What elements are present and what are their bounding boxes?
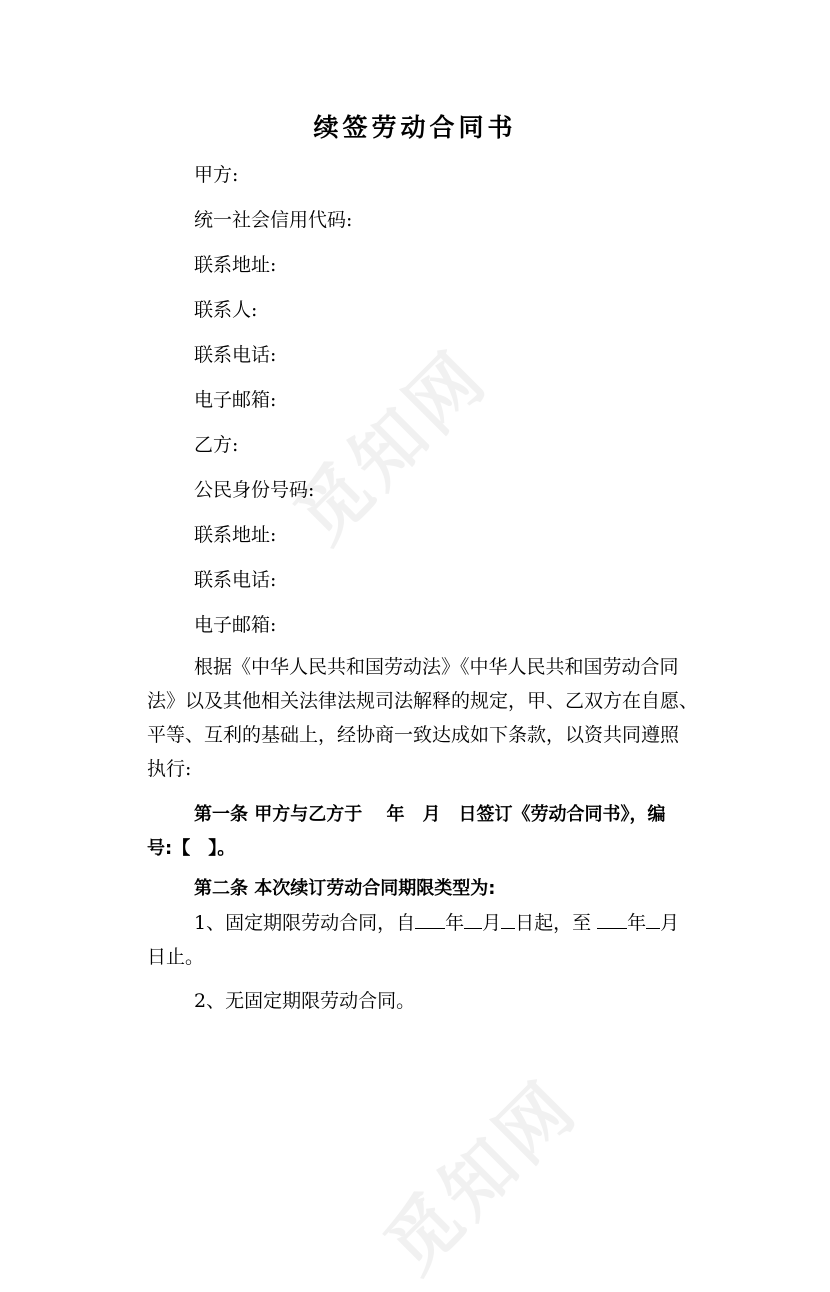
party-a-label: 甲方: [194, 164, 239, 186]
party-b-phone: 联系电话: [194, 569, 277, 591]
party-b-label: 乙方: [194, 434, 239, 456]
party-b-email: 电子邮箱: [194, 614, 277, 636]
option-1-end: 日止。 [147, 946, 205, 968]
preamble-line: 法》以及其他相关法律法规司法解释的规定，甲、乙双方在自愿、 [147, 690, 699, 712]
article-2-option-2: 2、无固定期限劳动合同。 [194, 990, 416, 1012]
day-label: 日起，至 [515, 912, 592, 934]
party-a-address: 联系地址: [194, 254, 277, 276]
party-a-credit-code: 统一社会信用代码: [194, 209, 353, 231]
party-a-email: 电子邮箱: [194, 389, 277, 411]
article-1-line: 第一条 甲方与乙方于 年 月 日签订《劳动合同书》，编 [194, 804, 666, 825]
article-2 [147, 872, 717, 1018]
article-1 [147, 798, 717, 866]
blank-line [464, 910, 482, 929]
party-a-contact: 联系人: [194, 299, 258, 321]
document-title: 续签劳动合同书 [313, 113, 517, 142]
year-label: 年 [627, 912, 647, 934]
preamble-line: 根据《中华人民共和国劳动法》《中华人民共和国劳动合同 [194, 656, 679, 678]
article-1-line: 号:【 】。 [147, 838, 236, 859]
article-2-heading: 第二条 本次续订劳动合同期限类型为: [194, 878, 496, 899]
month-label: 月 [660, 912, 680, 934]
party-a-phone: 联系电话: [194, 344, 277, 366]
blank-line [415, 910, 445, 929]
year-label: 年 [445, 912, 465, 934]
preamble-line: 执行: [147, 758, 192, 780]
preamble-paragraph [147, 650, 717, 786]
month-label: 月 [482, 912, 502, 934]
blank-line [501, 910, 515, 929]
party-b-id-number: 公民身份号码: [194, 479, 315, 501]
blank-line [597, 910, 627, 929]
blank-line [646, 910, 660, 929]
watermark: 觅知网 [368, 1063, 594, 1289]
option-1-text: 1、固定期限劳动合同，自 [194, 912, 416, 934]
party-b-address: 联系地址: [194, 524, 277, 546]
article-2-option-1 [147, 906, 717, 940]
watermark: 觅知网 [278, 333, 504, 559]
preamble-line: 平等、互利的基础上，经协商一致达成如下条款，以资共同遵照 [147, 724, 680, 746]
